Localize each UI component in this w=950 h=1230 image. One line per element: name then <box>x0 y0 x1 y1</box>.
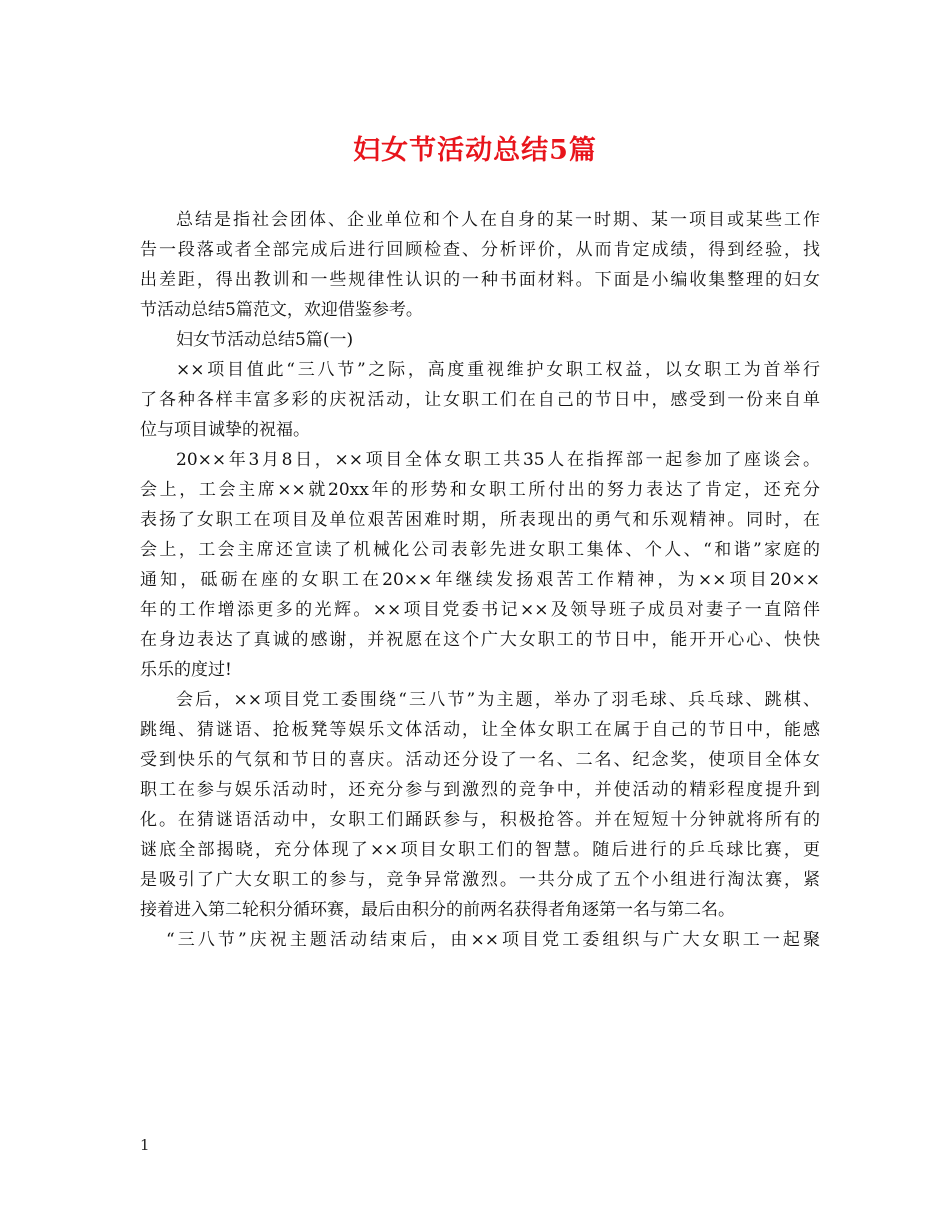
text-line: 谜底全部揭晓，充分体现了××项目女职工们的智慧。随后进行的乒乓球比赛，更 <box>140 840 820 860</box>
text-line: 乐乐的度过! <box>140 660 232 680</box>
text-line: 表扬了女职工在项目及单位艰苦困难时期，所表现出的勇气和乐观精神。同时，在 <box>140 510 820 530</box>
text-line: 接着进入第二轮积分循环赛，最后由积分的前两名获得者角逐第一名与第二名。 <box>140 900 735 920</box>
document-body <box>140 205 820 955</box>
text-line: 出差距，得出教训和一些规律性认识的一种书面材料。下面是小编收集整理的妇女 <box>140 270 820 290</box>
section-heading: 妇女节活动总结5篇(一) <box>176 330 354 350</box>
text-line: 通知，砥砺在座的女职工在20××年继续发扬艰苦工作精神，为××项目20×× <box>140 570 820 590</box>
text-line: 会上，工会主席还宣读了机械化公司表彰先进女职工集体、个人、“和谐”家庭的 <box>140 540 820 560</box>
text-line: 会后，××项目党工委围绕“三八节”为主题，举办了羽毛球、兵乓球、跳棋、 <box>176 690 820 710</box>
text-line: 在身边表达了真诚的感谢，并祝愿在这个广大女职工的节日中，能开开心心、快快 <box>140 630 820 650</box>
text-line: 了各种各样丰富多彩的庆祝活动，让女职工们在自己的节日中，感受到一份来自单 <box>140 390 820 410</box>
text-line: 节活动总结5篇范文，欢迎借鉴参考。 <box>140 300 423 320</box>
page-number: 1 <box>140 1136 150 1154</box>
text-line: 化。在猜谜语活动中，女职工们踊跃参与，积极抢答。并在短短十分钟就将所有的 <box>140 810 820 830</box>
text-line: 位与项目诚挚的祝福。 <box>140 420 310 440</box>
text-line: 年的工作增添更多的光辉。××项目党委书记××及领导班子成员对妻子一直陪伴 <box>140 600 820 620</box>
text-line: 是吸引了广大女职工的参与，竞争异常激烈。一共分成了五个小组进行淘汰赛，紧 <box>140 870 820 890</box>
text-line: 会上，工会主席××就20xx年的形势和女职工所付出的努力表达了肯定，还充分 <box>140 480 820 500</box>
text-line: ××项目值此“三八节”之际，高度重视维护女职工权益，以女职工为首举行 <box>176 360 820 380</box>
document-title: 妇女节活动总结5篇 <box>353 135 597 166</box>
text-line: 跳绳、猜谜语、抢板凳等娱乐文体活动，让全体女职工在属于自己的节日中，能感 <box>140 720 820 740</box>
text-line: 20××年3月8日，××项目全体女职工共35人在指挥部一起参加了座谈会。 <box>176 450 820 470</box>
text-line: “三八节”庆祝主题活动结束后，由××项目党工委组织与广大女职工一起聚 <box>166 930 820 950</box>
text-line: 职工在参与娱乐活动时，还充分参与到激烈的竞争中，并使活动的精彩程度提升到 <box>140 780 820 800</box>
text-line: 告一段落或者全部完成后进行回顾检查、分析评价，从而肯定成绩，得到经验，找 <box>140 240 820 260</box>
text-line: 受到快乐的气氛和节日的喜庆。活动还分设了一名、二名、纪念奖，使项目全体女 <box>140 750 820 770</box>
text-line: 总结是指社会团体、企业单位和个人在自身的某一时期、某一项目或某些工作 <box>176 210 820 230</box>
